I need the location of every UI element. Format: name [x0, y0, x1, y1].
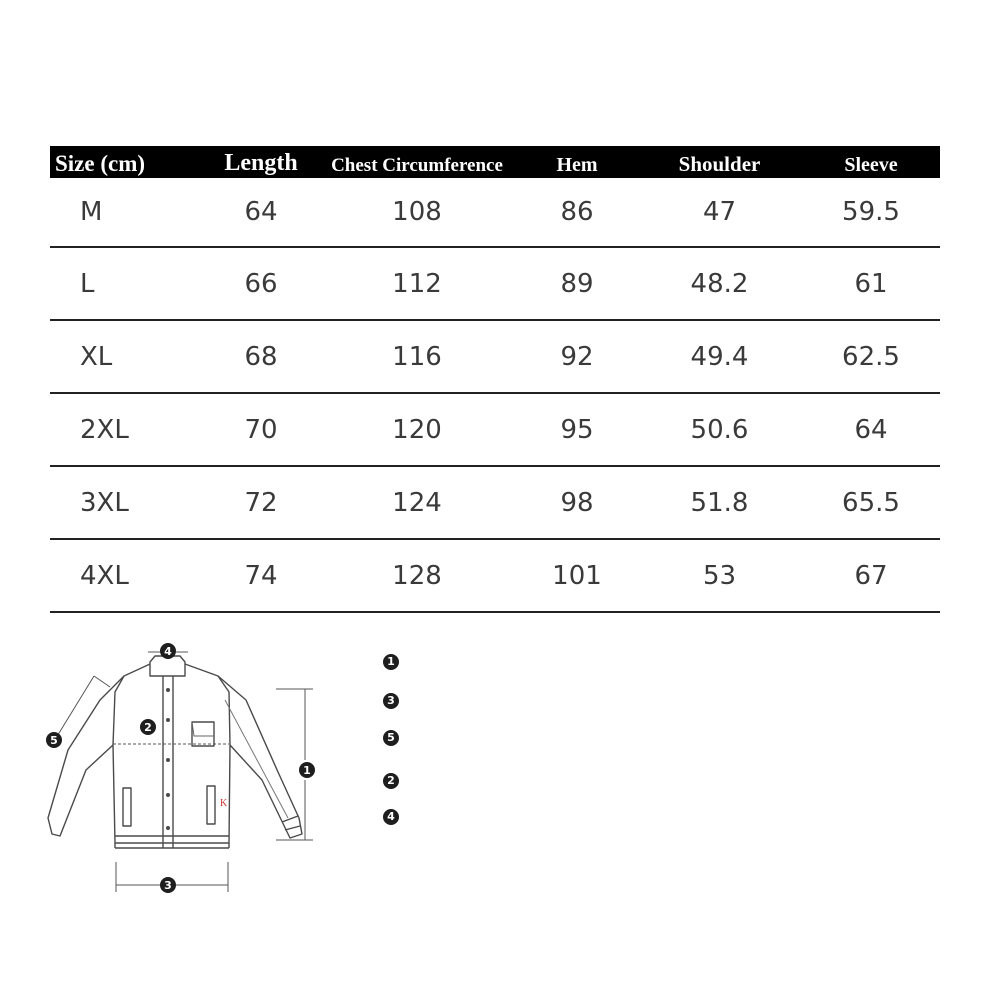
jacket-measurement-diagram	[40, 630, 340, 920]
header-length: Length	[205, 146, 317, 178]
marker-sleeve-label: 5	[50, 734, 58, 747]
chest-cell: 120	[317, 393, 517, 466]
shoulder-cell: 49.4	[637, 320, 802, 393]
hem-cell: 86	[517, 178, 637, 247]
legend-marker: 4	[383, 809, 399, 825]
sleeve-cell: 67	[802, 539, 940, 612]
shoulder-cell: 48.2	[637, 247, 802, 320]
hem-cell: 98	[517, 466, 637, 539]
hem-cell: 89	[517, 247, 637, 320]
legend-marker: 1	[383, 654, 399, 670]
header-sleeve: Sleeve	[802, 146, 940, 178]
hem-cell: 101	[517, 539, 637, 612]
marker-shoulder	[160, 643, 176, 659]
shoulder-cell: 51.8	[637, 466, 802, 539]
shoulder-cell: 53	[637, 539, 802, 612]
table-row	[50, 466, 940, 539]
size-cell: 4XL	[50, 539, 205, 612]
sleeve-cell: 64	[802, 393, 940, 466]
length-cell: 68	[205, 320, 317, 393]
header-hem: Hem	[517, 146, 637, 178]
header-row	[50, 146, 940, 178]
marker-shoulder-label: 4	[164, 645, 172, 658]
chest-cell: 116	[317, 320, 517, 393]
legend-marker: 3	[383, 693, 399, 709]
sleeve-cell: 65.5	[802, 466, 940, 539]
table-row	[50, 247, 940, 320]
shoulder-cell: 47	[637, 178, 802, 247]
table-row	[50, 393, 940, 466]
sleeve-cell: 59.5	[802, 178, 940, 247]
table-row	[50, 320, 940, 393]
size-cell: 2XL	[50, 393, 205, 466]
chest-cell: 124	[317, 466, 517, 539]
chest-cell: 112	[317, 247, 517, 320]
marker-hem-label: 3	[164, 879, 172, 892]
marker-length	[299, 762, 315, 778]
length-cell: 66	[205, 247, 317, 320]
length-cell: 64	[205, 178, 317, 247]
legend-marker: 2	[383, 773, 399, 789]
header-shoulder: Shoulder	[637, 146, 802, 178]
marker-length-label: 1	[303, 764, 311, 777]
marker-chest-label: 2	[144, 721, 152, 734]
jacket-outline	[48, 656, 302, 848]
hem-cell: 95	[517, 393, 637, 466]
header-chest: Chest Circumference	[317, 146, 517, 178]
size-cell: XL	[50, 320, 205, 393]
hem-cell: 92	[517, 320, 637, 393]
marker-sleeve	[46, 732, 62, 748]
chest-cell: 128	[317, 539, 517, 612]
measurement-lines	[56, 652, 313, 892]
table-row	[50, 178, 940, 247]
chest-cell: 108	[317, 178, 517, 247]
size-cell: M	[50, 178, 205, 247]
marker-chest	[140, 719, 156, 735]
brand-mark: K	[220, 798, 228, 809]
length-cell: 72	[205, 466, 317, 539]
table-row	[50, 539, 940, 612]
legend-marker: 5	[383, 730, 399, 746]
size-chart-table	[50, 146, 940, 613]
header-size: Size (cm)	[50, 146, 205, 178]
sleeve-cell: 61	[802, 247, 940, 320]
size-cell: 3XL	[50, 466, 205, 539]
length-cell: 70	[205, 393, 317, 466]
marker-hem	[160, 877, 176, 893]
shoulder-cell: 50.6	[637, 393, 802, 466]
sleeve-cell: 62.5	[802, 320, 940, 393]
measurement-legend	[383, 652, 423, 832]
length-cell: 74	[205, 539, 317, 612]
placket-buttons	[166, 688, 170, 830]
size-cell: L	[50, 247, 205, 320]
